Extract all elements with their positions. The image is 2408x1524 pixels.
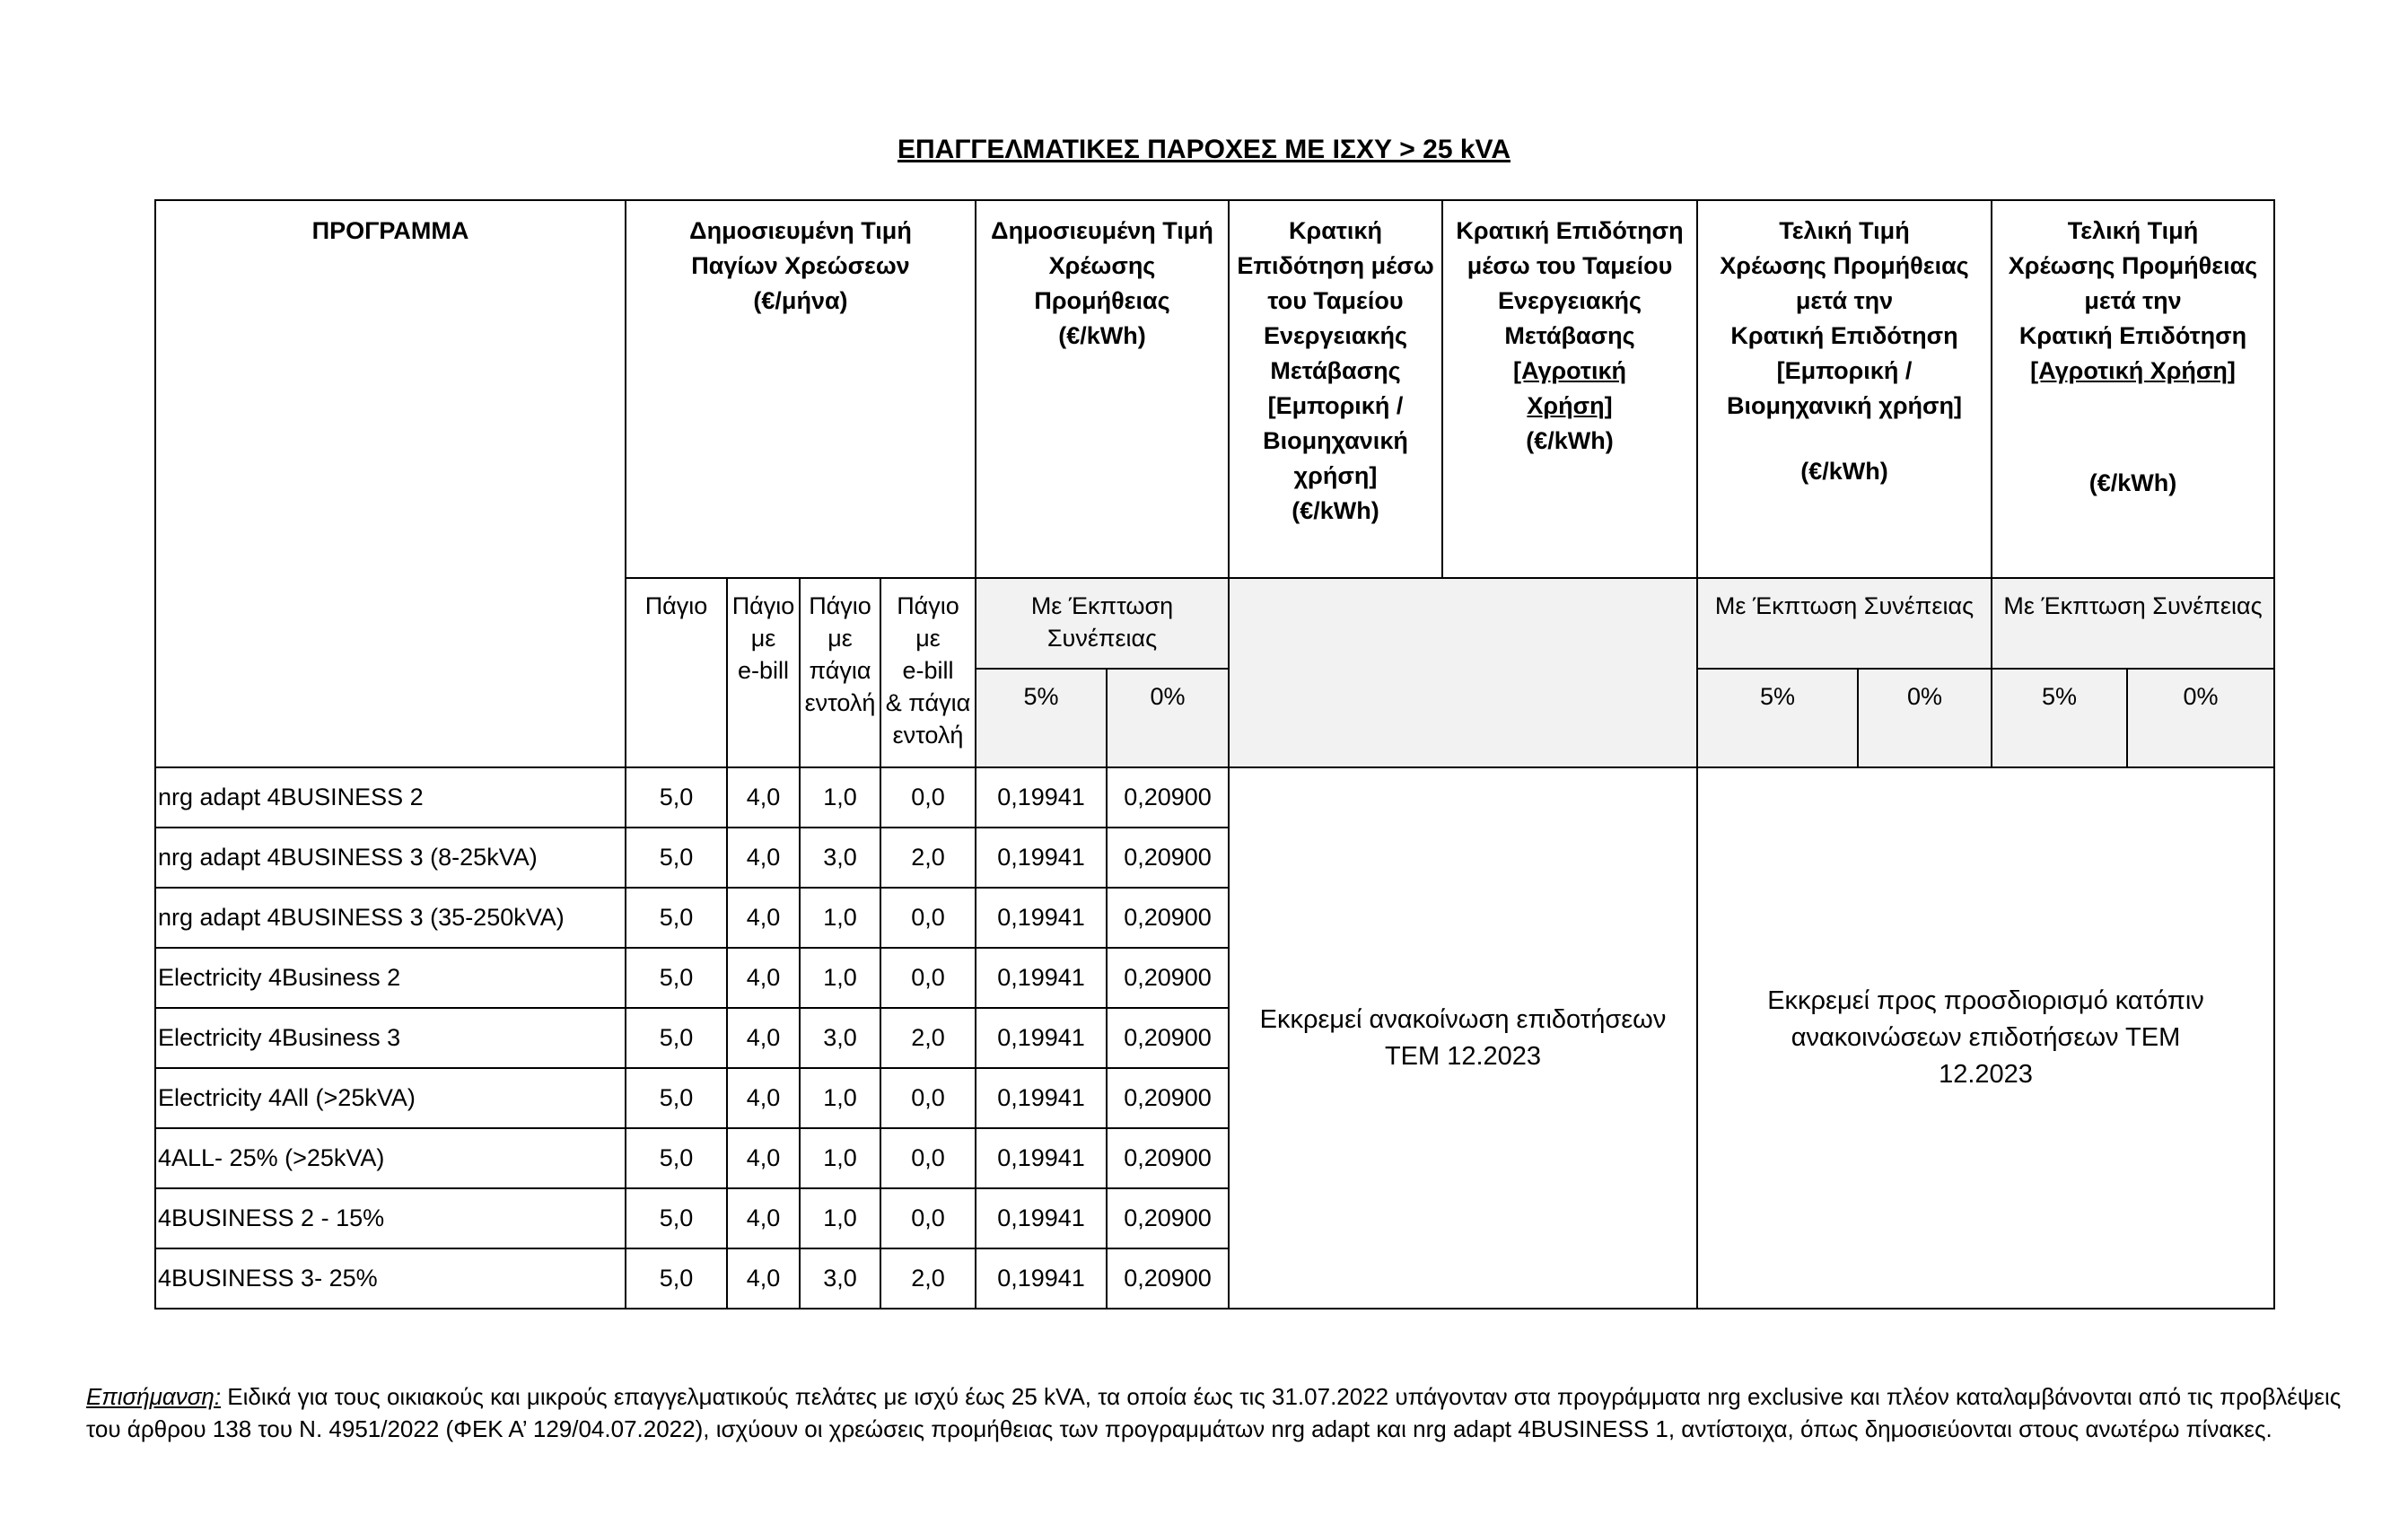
fee-value: 5,0 xyxy=(626,1188,727,1248)
subheader-final-commercial-pct-5: 5% xyxy=(1697,669,1858,767)
price-5pct-value: 0,19941 xyxy=(976,828,1107,888)
program-name: 4BUSINESS 2 - 15% xyxy=(155,1188,626,1248)
header-fixed-charges: Δημοσιευμένη Τιμή Παγίων Χρεώσεων (€/μήνα) xyxy=(626,200,976,578)
fee-value: 5,0 xyxy=(626,1008,727,1068)
header-supply-charge: Δημοσιευμένη Τιμή Χρέωσης Προμήθειας (€/kWh) xyxy=(976,200,1229,578)
tariff-table xyxy=(154,199,2275,1309)
subheader-pct-0: 0% xyxy=(1107,669,1229,767)
fee-order-value: 3,0 xyxy=(800,1248,880,1309)
fee-both-value: 0,0 xyxy=(880,767,976,828)
subheader-consistency-discount: Με Έκπτωση Συνέπειας xyxy=(976,578,1229,669)
fee-both-value: 0,0 xyxy=(880,1128,976,1188)
fee-value: 5,0 xyxy=(626,1128,727,1188)
table-row xyxy=(155,767,2274,828)
fee-ebill-value: 4,0 xyxy=(727,1188,800,1248)
program-name: nrg adapt 4BUSINESS 3 (35-250kVA) xyxy=(155,888,626,948)
fee-ebill-value: 4,0 xyxy=(727,888,800,948)
fee-order-value: 3,0 xyxy=(800,828,880,888)
header-program: ΠΡΟΓΡΑΜΜΑ xyxy=(155,200,626,767)
subheader-subsidy-blank xyxy=(1229,578,1697,767)
subheader-fee-ebill: Πάγιο με e-bill xyxy=(727,578,800,767)
program-name: 4ALL- 25% (>25kVA) xyxy=(155,1128,626,1188)
price-5pct-value: 0,19941 xyxy=(976,1008,1107,1068)
fee-value: 5,0 xyxy=(626,888,727,948)
program-name: Electricity 4All (>25kVA) xyxy=(155,1068,626,1128)
price-5pct-value: 0,19941 xyxy=(976,888,1107,948)
fee-both-value: 0,0 xyxy=(880,1188,976,1248)
pending-subsidy-note: Εκκρεμεί ανακοίνωση επιδοτήσεων ΤΕΜ 12.2023 xyxy=(1229,767,1697,1309)
price-0pct-value: 0,20900 xyxy=(1107,888,1229,948)
price-5pct-value: 0,19941 xyxy=(976,1188,1107,1248)
price-0pct-value: 0,20900 xyxy=(1107,1248,1229,1309)
program-name: Electricity 4Business 3 xyxy=(155,1008,626,1068)
fee-both-value: 2,0 xyxy=(880,1248,976,1309)
price-0pct-value: 0,20900 xyxy=(1107,767,1229,828)
program-name: nrg adapt 4BUSINESS 2 xyxy=(155,767,626,828)
fee-ebill-value: 4,0 xyxy=(727,828,800,888)
fee-order-value: 1,0 xyxy=(800,1128,880,1188)
fee-value: 5,0 xyxy=(626,767,727,828)
fee-both-value: 2,0 xyxy=(880,828,976,888)
header-subsidy-commercial: Κρατική Επιδότηση μέσω του Ταμείου Ενεργειακής Μετάβασης [Εμπορική / Βιομηχανική χρήση] (€/kWh) xyxy=(1229,200,1442,578)
price-5pct-value: 0,19941 xyxy=(976,1128,1107,1188)
program-name: Electricity 4Business 2 xyxy=(155,948,626,1008)
program-name: 4BUSINESS 3- 25% xyxy=(155,1248,626,1309)
subheader-fee-standing-order: Πάγιο με πάγια εντολή xyxy=(800,578,880,767)
fee-both-value: 2,0 xyxy=(880,1008,976,1068)
fee-both-value: 0,0 xyxy=(880,1068,976,1128)
fee-order-value: 3,0 xyxy=(800,1008,880,1068)
price-0pct-value: 0,20900 xyxy=(1107,1188,1229,1248)
price-0pct-value: 0,20900 xyxy=(1107,948,1229,1008)
fee-value: 5,0 xyxy=(626,828,727,888)
price-5pct-value: 0,19941 xyxy=(976,767,1107,828)
fee-both-value: 0,0 xyxy=(880,888,976,948)
subheader-pct-5: 5% xyxy=(976,669,1107,767)
price-0pct-value: 0,20900 xyxy=(1107,1068,1229,1128)
price-0pct-value: 0,20900 xyxy=(1107,1008,1229,1068)
subheader-final-agricultural-pct-5: 5% xyxy=(1992,669,2127,767)
footnote-label: Επισήμανση: xyxy=(86,1383,222,1410)
fee-ebill-value: 4,0 xyxy=(727,1068,800,1128)
fee-value: 5,0 xyxy=(626,948,727,1008)
pending-final-price-note: Εκκρεμεί προς προσδιορισμό κατόπιν ανακοινώσεων επιδοτήσεων ΤΕΜ 12.2023 xyxy=(1697,767,2274,1309)
footnote-text: Ειδικά για τους οικιακούς και μικρούς επαγγελματικούς πελάτες με ισχύ έως 25 kVA, τα οποία έως τις 31.07.2022 υπάγονταν στα προγράμματα nrg exclusive και πλέον καταλαμβάνονται από τις προβλέψεις του άρθρου 138 του Ν. 4951/2022 (ΦΕΚ Α’ 129/04.07.2022), ισχύουν οι χρεώσεις προμήθειας των προγραμμάτων nrg adapt και nrg adapt 4BUSINESS 1, αντίστοιχα, όπως δημοσιεύονται στους ανωτέρω πίνακες. xyxy=(86,1383,2342,1442)
fee-order-value: 1,0 xyxy=(800,888,880,948)
header-final-commercial: Τελική Τιμή Χρέωσης Προμήθειας μετά την Κρατική Επιδότηση [Εμπορική / Βιομηχανική χρήση] (€/kWh) xyxy=(1697,200,1992,578)
price-0pct-value: 0,20900 xyxy=(1107,1128,1229,1188)
price-0pct-value: 0,20900 xyxy=(1107,828,1229,888)
document-title: ΕΠΑΓΓΕΛΜΑΤΙΚΕΣ ΠΑΡΟΧΕΣ ΜΕ ΙΣΧΥ > 25 kVA xyxy=(897,135,1510,164)
fee-ebill-value: 4,0 xyxy=(727,1008,800,1068)
fee-value: 5,0 xyxy=(626,1248,727,1309)
fee-order-value: 1,0 xyxy=(800,948,880,1008)
fee-ebill-value: 4,0 xyxy=(727,948,800,1008)
subheader-final-commercial-pct-0: 0% xyxy=(1858,669,1992,767)
fee-both-value: 0,0 xyxy=(880,948,976,1008)
header-final-agricultural: Τελική Τιμή Χρέωσης Προμήθειας μετά την Κρατική Επιδότηση [Αγροτική Χρήση] (€/kWh) xyxy=(1992,200,2274,578)
price-5pct-value: 0,19941 xyxy=(976,1248,1107,1309)
fee-ebill-value: 4,0 xyxy=(727,1248,800,1309)
subheader-fee-ebill-and-order: Πάγιο με e-bill & πάγια εντολή xyxy=(880,578,976,767)
fee-order-value: 1,0 xyxy=(800,1068,880,1128)
fee-ebill-value: 4,0 xyxy=(727,1128,800,1188)
subheader-final-commercial-discount: Με Έκπτωση Συνέπειας xyxy=(1697,578,1992,669)
fee-order-value: 1,0 xyxy=(800,1188,880,1248)
fee-value: 5,0 xyxy=(626,1068,727,1128)
header-subsidy-agricultural: Κρατική Επιδότηση μέσω του Ταμείου Ενεργειακής Μετάβασης [Αγροτική Χρήση] (€/kWh) xyxy=(1442,200,1697,578)
fee-order-value: 1,0 xyxy=(800,767,880,828)
subheader-fee: Πάγιο xyxy=(626,578,727,767)
program-name: nrg adapt 4BUSINESS 3 (8-25kVA) xyxy=(155,828,626,888)
subheader-final-agricultural-discount: Με Έκπτωση Συνέπειας xyxy=(1992,578,2274,669)
price-5pct-value: 0,19941 xyxy=(976,948,1107,1008)
fee-ebill-value: 4,0 xyxy=(727,767,800,828)
subheader-final-agricultural-pct-0: 0% xyxy=(2127,669,2274,767)
footnote xyxy=(86,1380,2348,1445)
price-5pct-value: 0,19941 xyxy=(976,1068,1107,1128)
